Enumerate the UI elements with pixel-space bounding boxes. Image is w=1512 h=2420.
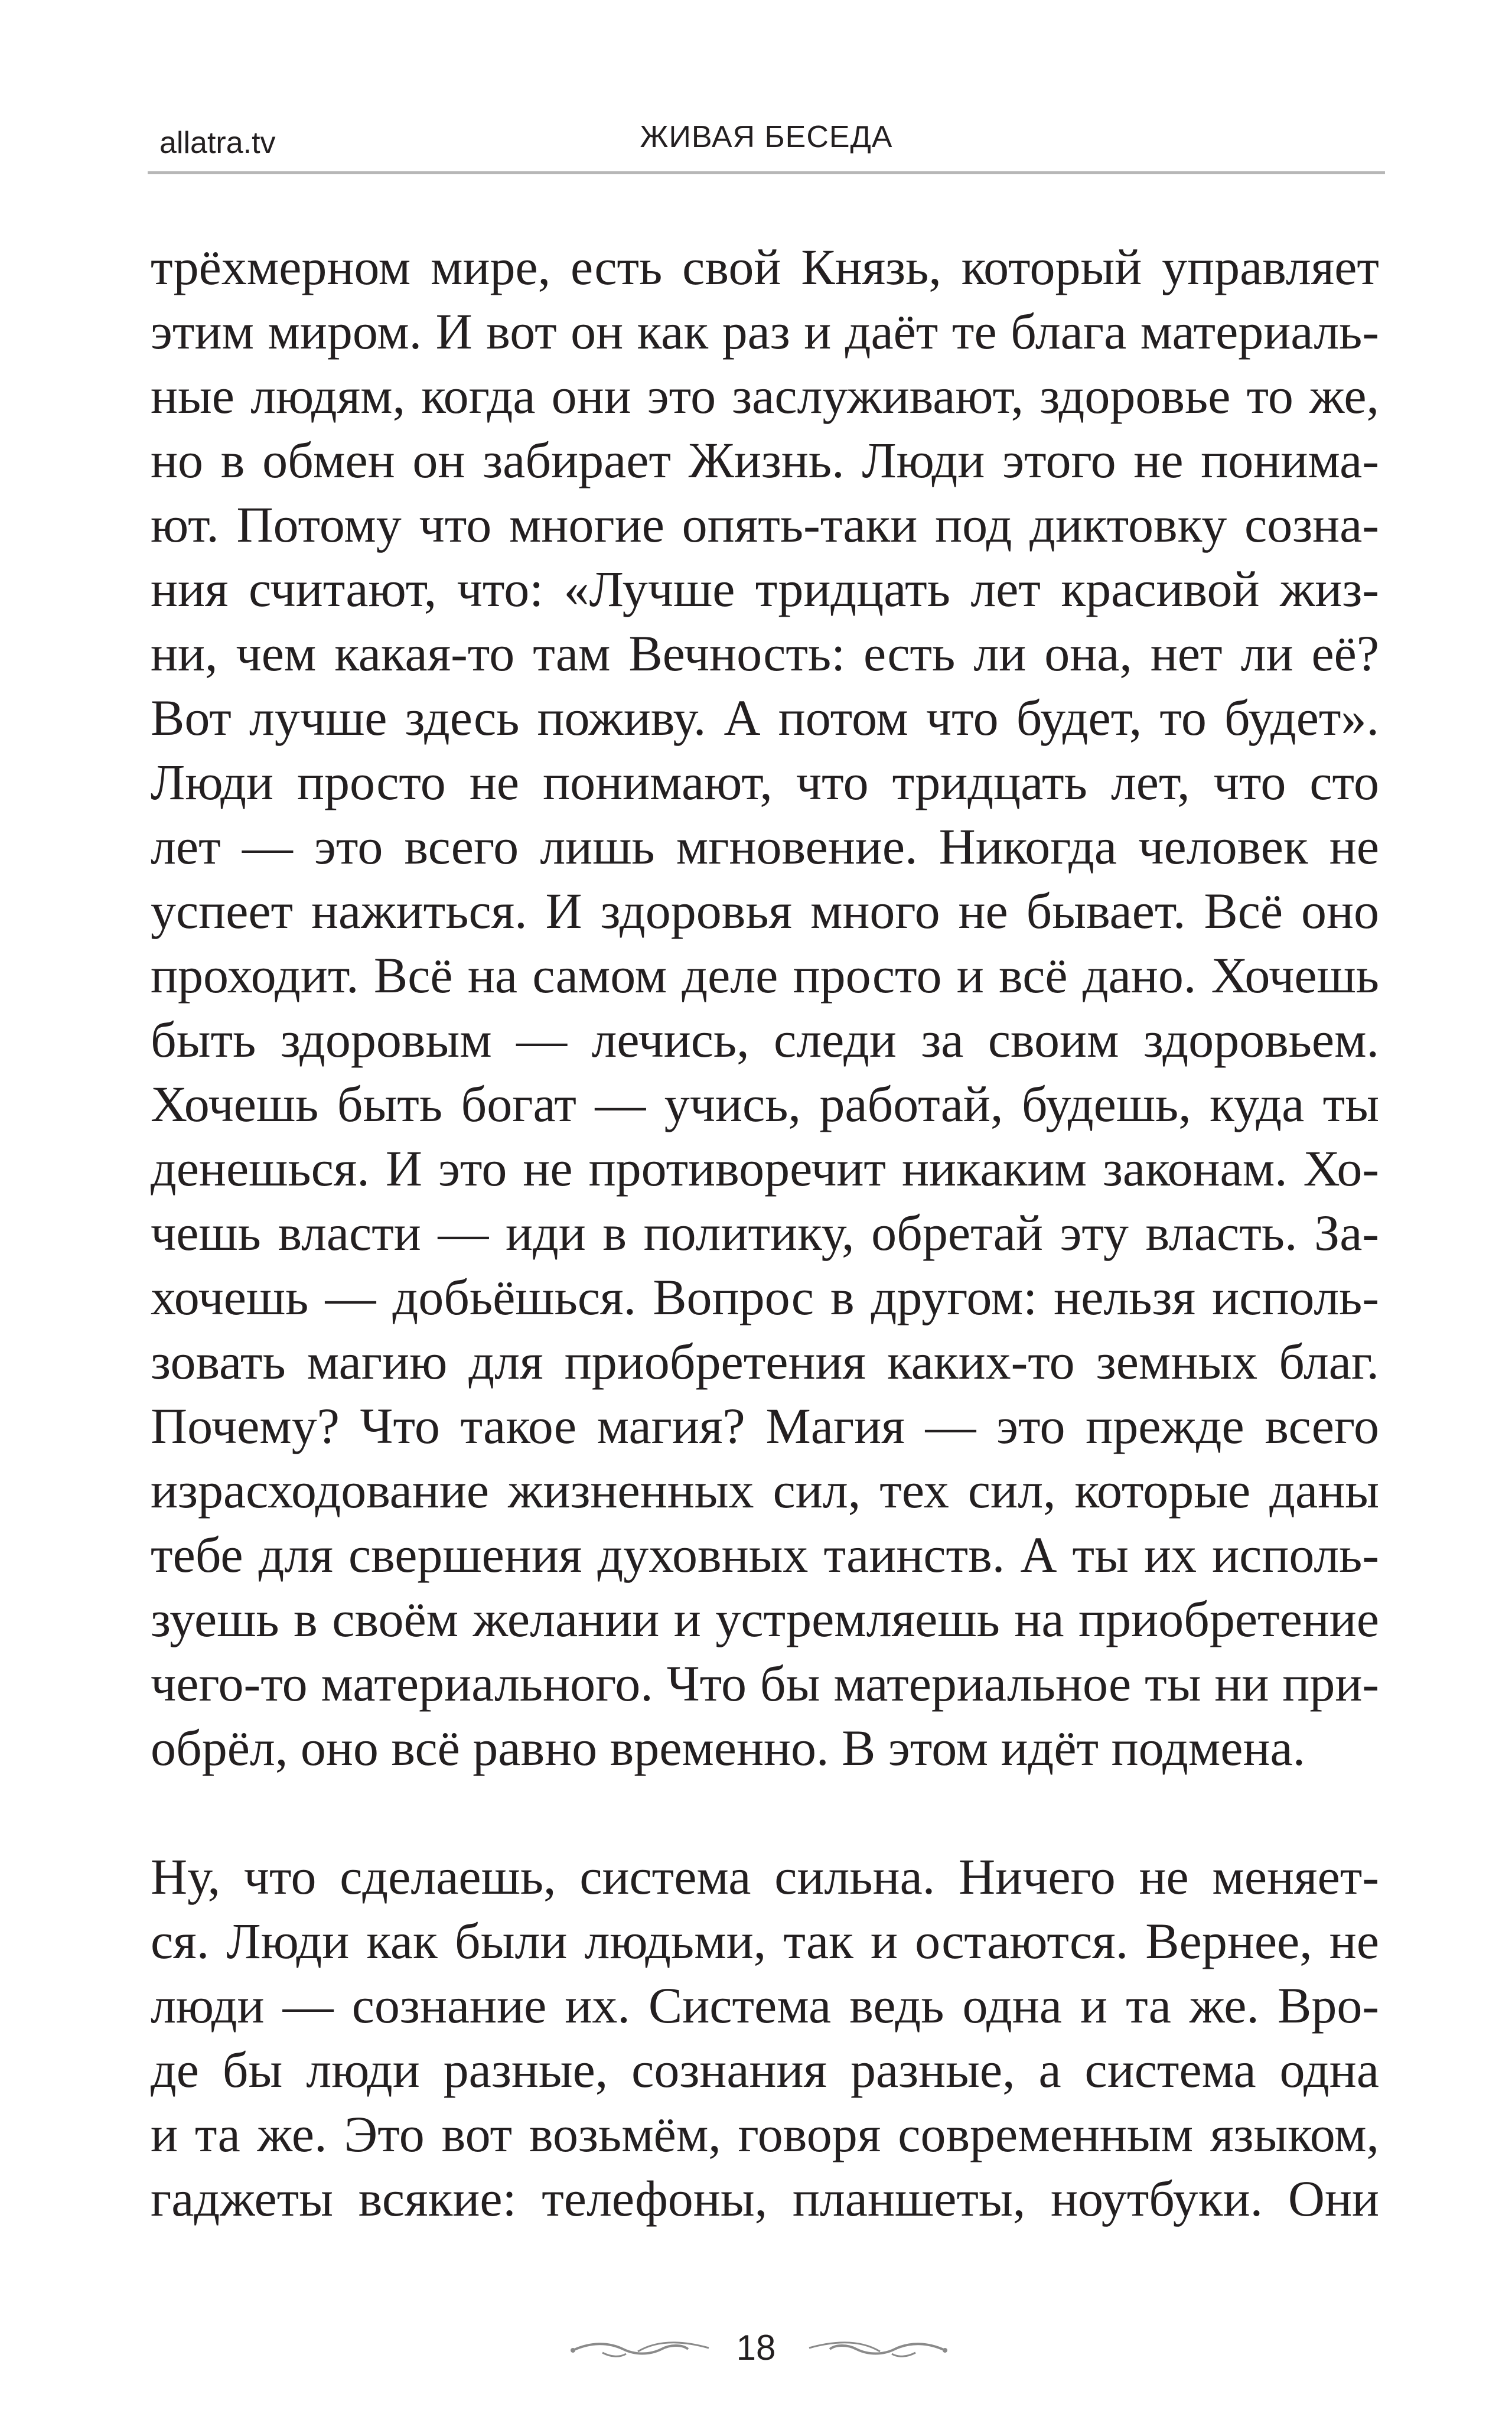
- text-line: хочешь — добьёшься. Вопрос в другом: нельзя исполь-: [151, 1269, 1379, 1325]
- text-line: обрёл, оно всё равно временно. В этом идёт подмена.: [151, 1719, 1306, 1776]
- text-line: Почему? Что такое магия? Магия — это прежде всего: [151, 1398, 1379, 1454]
- text-line: ни, чем какая-то там Вечность: есть ли она, нет ли её?: [151, 625, 1379, 682]
- text-line: гаджеты всякие: телефоны, планшеты, ноутбуки. Они: [151, 2170, 1379, 2227]
- site-name: allatra.tv: [159, 126, 276, 160]
- text-line: но в обмен он забирает Жизнь. Люди этого не понима-: [151, 432, 1379, 488]
- text-line: Ну, что сделаешь, система сильна. Ничего не меняет-: [151, 1848, 1379, 1905]
- text-line: ные людям, когда они это заслуживают, здоровье то же,: [151, 367, 1379, 424]
- paragraph-1: [151, 235, 1379, 1780]
- text-line: Хочешь быть богат — учись, работай, будешь, куда ты: [151, 1076, 1379, 1132]
- text-line: чешь власти — иди в политику, обретай эту власть. За-: [151, 1204, 1379, 1261]
- text-line: чего-то материального. Что бы материальное ты ни при-: [151, 1655, 1379, 1712]
- text-line: проходит. Всё на самом деле просто и всё дано. Хочешь: [151, 947, 1379, 1004]
- running-title: ЖИВАЯ БЕСЕДА: [640, 120, 893, 154]
- text-line: трёхмерном мире, есть свой Князь, который управляет: [151, 239, 1379, 295]
- text-line: денешься. И это не противоречит никаким законам. Хо-: [151, 1140, 1379, 1197]
- paragraph-gap: [151, 1780, 1379, 1845]
- text-line: успеет нажиться. И здоровья много не бывает. Всё оно: [151, 882, 1379, 939]
- text-line: тебе для свершения духовных таинств. А ты их исполь-: [151, 1526, 1379, 1583]
- text-line: де бы люди разные, сознания разные, а система одна: [151, 2041, 1379, 2098]
- text-line: ют. Потому что многие опять-таки под диктовку созна-: [151, 496, 1379, 553]
- text-line: зуешь в своём желании и устремляешь на приобретение: [151, 1591, 1379, 1647]
- text-line: и та же. Это вот возьмём, говоря современным языком,: [151, 2106, 1379, 2162]
- text-line: люди — сознание их. Система ведь одна и та же. Вро-: [151, 1977, 1379, 2034]
- page-footer: [0, 2324, 1512, 2377]
- text-line: зовать магию для приобретения каких-то земных благ.: [151, 1333, 1379, 1390]
- text-line: Вот лучше здесь поживу. А потом что будет, то будет».: [151, 689, 1379, 746]
- text-line: ся. Люди как были людьми, так и остаются. Вернее, не: [151, 1913, 1379, 1969]
- text-line: быть здоровым — лечись, следи за своим здоровьем.: [151, 1011, 1379, 1068]
- page-body: [151, 235, 1379, 2231]
- text-line: этим миром. И вот он как раз и даёт те блага материаль-: [151, 303, 1379, 360]
- text-line: израсходование жизненных сил, тех сил, которые даны: [151, 1462, 1379, 1519]
- text-line: лет — это всего лишь мгновение. Никогда человек не: [151, 818, 1379, 875]
- running-header: [148, 118, 1385, 174]
- page-number: 18: [736, 2328, 776, 2367]
- right-flourish-ornament: [803, 2337, 951, 2361]
- left-flourish-ornament: [567, 2337, 715, 2361]
- text-line: Люди просто не понимают, что тридцать лет, что сто: [151, 754, 1379, 810]
- text-line: ния считают, что: «Лучше тридцать лет красивой жиз-: [151, 561, 1379, 617]
- paragraph-2: [151, 1845, 1379, 2231]
